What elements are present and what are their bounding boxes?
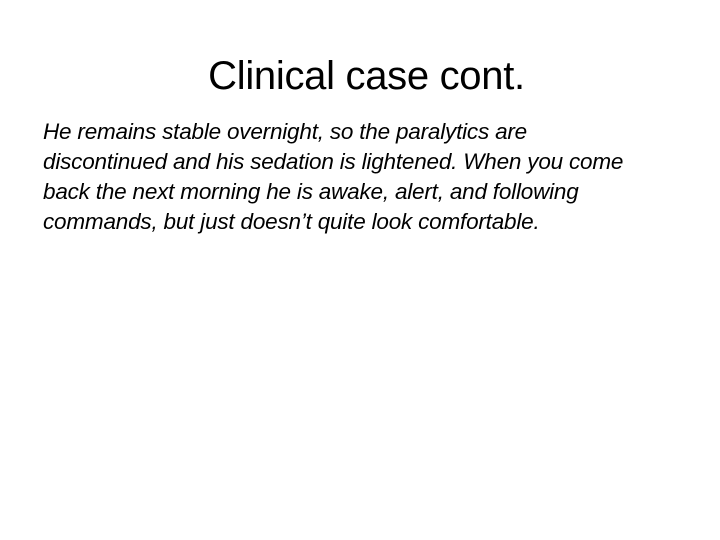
body-line: back the next morning he is awake, alert, and following (43, 179, 579, 204)
slide-body-text (43, 117, 683, 237)
slide-title: Clinical case cont. (208, 54, 525, 98)
body-line: He remains stable overnight, so the paralytics are (43, 119, 527, 144)
body-line: discontinued and his sedation is lightened. When you come (43, 149, 624, 174)
body-line: commands, but just doesn’t quite look comfortable. (43, 209, 540, 234)
